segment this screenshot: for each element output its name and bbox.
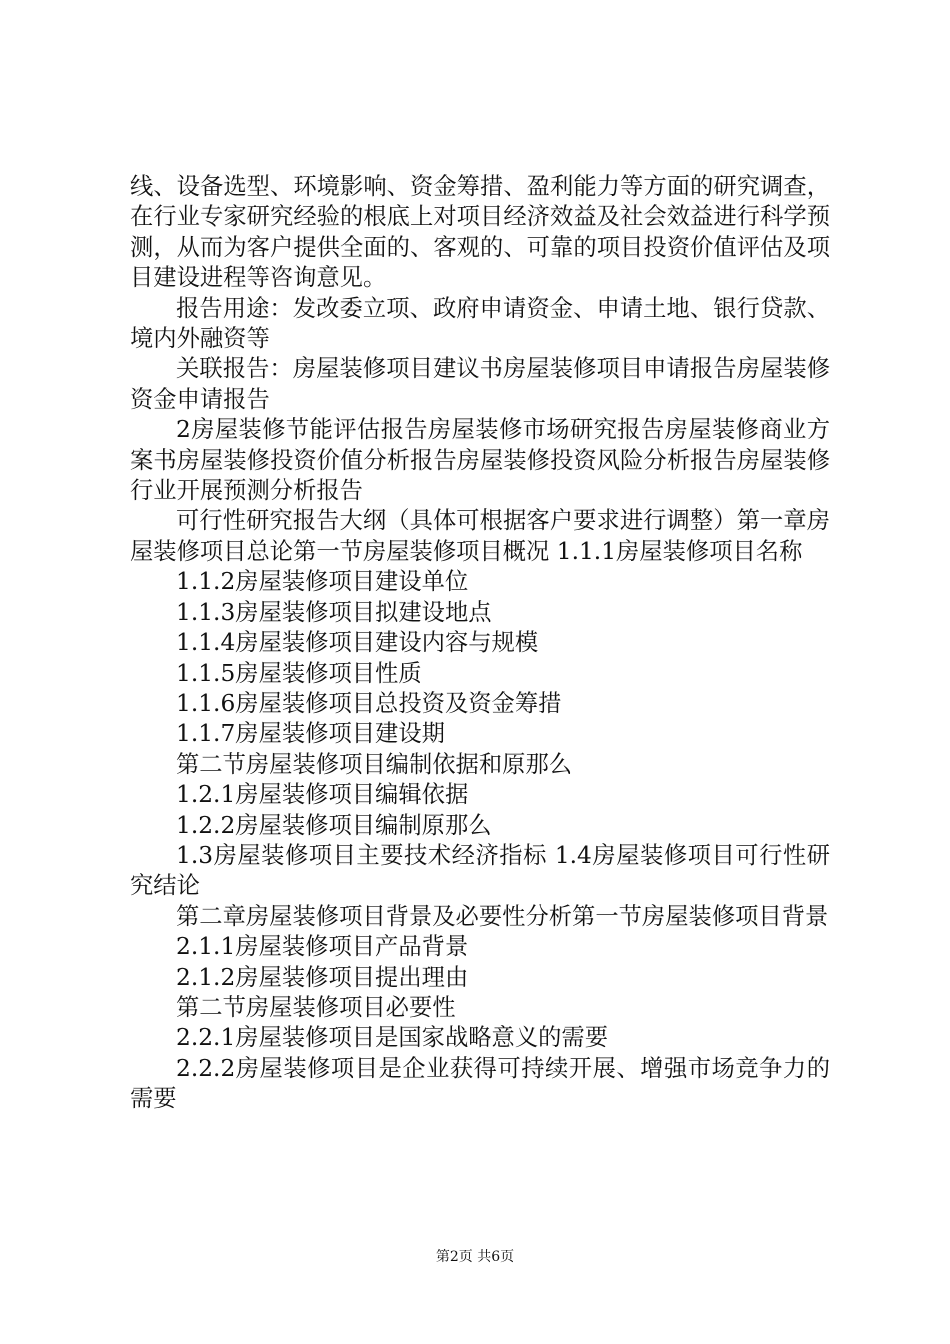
paragraph: 报告用途：发改委立项、政府申请资金、申请土地、银行贷款、境内外融资等 [130,294,830,353]
paragraph: 关联报告：房屋装修项目建议书房屋装修项目申请报告房屋装修资金申请报告 [130,355,830,413]
paragraph: 1.1.5房屋装修项目性质 [176,659,422,687]
paragraph: 线、设备选型、环境影响、资金筹措、盈利能力等方面的研究调查，在行业专家研究经验的根底上对项目经济效益及社会效益进行科学预测，从而为客户提供全面的、客观的、可靠的项目投资价值评估及项目建设进程等咨询意见。 [130,173,830,292]
paragraph: 1.1.6房屋装修项目总投资及资金筹措 [176,689,562,717]
paragraph: 1.1.7房屋装修项目建设期 [176,720,445,748]
paragraph: 1.3房屋装修项目主要技术经济指标 1.4房屋装修项目可行性研究结论 [130,841,830,900]
paragraph: 1.1.2房屋装修项目建设单位 [176,568,469,596]
paragraph: 2.1.1房屋装修项目产品背景 [176,933,469,961]
paragraph: 1.1.3房屋装修项目拟建设地点 [176,598,492,626]
paragraph: 2.1.2房屋装修项目提出理由 [176,963,469,991]
paragraph: 2.2.1房屋装修项目是国家战略意义的需要 [176,1024,609,1052]
paragraph: 第二章房屋装修项目背景及必要性分析第一节房屋装修项目背景 [176,902,829,930]
paragraph: 第二节房屋装修项目编制依据和原那么 [176,750,573,778]
paragraph: 1.2.1房屋装修项目编辑依据 [176,781,469,809]
paragraph: 第二节房屋装修项目必要性 [176,993,456,1021]
paragraph: 2.2.2房屋装修项目是企业获得可持续开展、增强市场竞争力的需要 [130,1054,830,1113]
document-body [130,172,830,1115]
paragraph: 1.1.4房屋装修项目建设内容与规模 [176,629,539,657]
paragraph: 1.2.2房屋装修项目编制原那么 [176,811,492,839]
paragraph: 2房屋装修节能评估报告房屋装修市场研究报告房屋装修商业方案书房屋装修投资价值分析报告房屋装修投资风险分析报告房屋装修行业开展预测分析报告 [130,416,830,505]
page-footer: 第2页 共6页 [435,1249,515,1265]
paragraph: 可行性研究报告大纲（具体可根据客户要求进行调整）第一章房屋装修项目总论第一节房屋装修项目概况 1.1.1房屋装修项目名称 [130,507,830,565]
